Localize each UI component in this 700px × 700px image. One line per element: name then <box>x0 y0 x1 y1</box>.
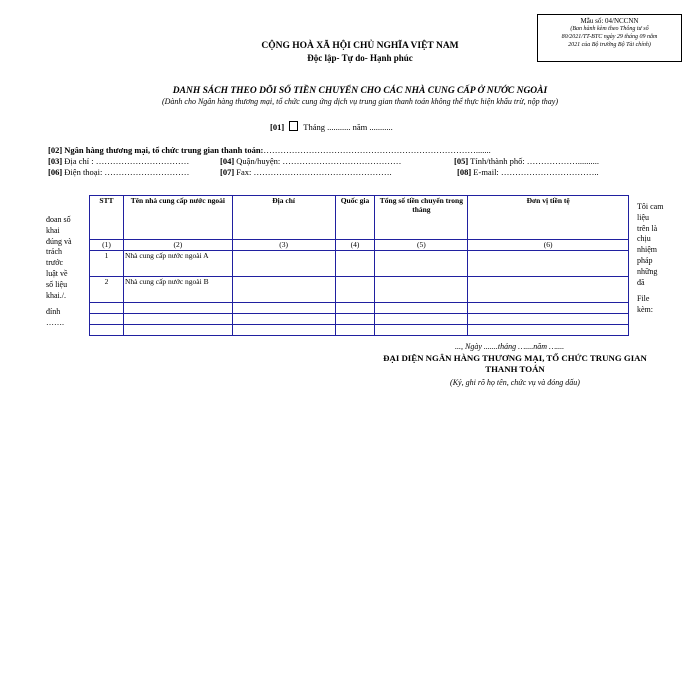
left-text-line: số liệu <box>46 279 68 289</box>
right-text-line: nhiệm <box>637 245 657 255</box>
signature-title: ĐẠI DIỆN NGÂN HÀNG THƯƠNG MẠI, TỔ CHỨC TRUNG GIAN THANH TOÁN <box>383 353 647 374</box>
document-title: DANH SÁCH THEO DÕI SỐ TIỀN CHUYỂN CHO CÁC NHÀ CUNG CẤP Ở NƯỚC NGOÀI <box>172 86 548 96</box>
period-checkbox[interactable] <box>289 121 298 131</box>
header-country: Quốc gia <box>335 196 375 240</box>
district-code: [04] <box>220 156 235 166</box>
row-country[interactable] <box>335 251 375 277</box>
left-text-line: đính <box>46 307 61 317</box>
address-field[interactable] <box>48 156 189 166</box>
row-country[interactable] <box>335 277 375 303</box>
header-currency: Đơn vị tiền tệ <box>468 196 629 240</box>
row-address[interactable] <box>232 251 335 277</box>
right-text-line: File <box>637 294 650 304</box>
header-address: Địa chỉ <box>232 196 335 240</box>
empty-cell[interactable] <box>232 303 335 314</box>
header-stt: STT <box>90 196 124 240</box>
left-text-line: đoan số <box>46 215 71 224</box>
table-header-row <box>90 196 629 240</box>
left-text-line: trước <box>46 258 64 268</box>
col-number: (3) <box>232 240 335 251</box>
province-code: [05] <box>454 156 469 166</box>
col-number: (1) <box>90 240 124 251</box>
empty-cell[interactable] <box>335 303 375 314</box>
right-text-line: chịu <box>637 234 651 244</box>
left-text-line: khai./. <box>46 290 66 300</box>
empty-cell[interactable] <box>232 314 335 325</box>
right-text-line: đã <box>637 277 645 287</box>
table-row <box>90 314 629 325</box>
right-text-line: kèm: <box>637 305 653 315</box>
row-stt: 1 <box>90 251 124 277</box>
district-label: Quận/huyện: …………………………………… <box>234 156 402 166</box>
right-side-text <box>637 202 673 316</box>
col-number: (5) <box>375 240 468 251</box>
form-code-box <box>537 14 682 62</box>
table-row <box>90 325 629 336</box>
bank-dots: …………………………………………………………………....... <box>263 145 491 155</box>
col-number: (4) <box>335 240 375 251</box>
address-label: Địa chỉ : …………………………… <box>62 156 190 166</box>
empty-cell[interactable] <box>335 314 375 325</box>
row-stt: 2 <box>90 277 124 303</box>
form-code-note-1: (Ban hành kèm theo Thông tư số <box>570 26 649 32</box>
empty-cell[interactable] <box>123 303 232 314</box>
empty-cell[interactable] <box>468 303 629 314</box>
header-supplier-name: Tên nhà cung cấp nước ngoài <box>123 196 232 240</box>
signature-note: (Ký, ghi rõ họ tên, chức vụ và đóng dấu) <box>450 378 580 387</box>
empty-cell[interactable] <box>335 325 375 336</box>
phone-label: Điện thoại: ………………………… <box>62 167 190 177</box>
row-supplier-name[interactable]: Nhà cung cấp nước ngoài B <box>123 277 232 303</box>
period-code: [01] <box>270 122 285 132</box>
phone-field[interactable] <box>48 167 189 177</box>
empty-cell[interactable] <box>123 325 232 336</box>
form-code-note-2: 80/2021/TT-BTC ngày 29 tháng 09 năm <box>561 34 658 40</box>
email-code: [08] <box>457 167 472 177</box>
form-code-label: Mẫu số: 04/NCCNN <box>580 17 639 25</box>
table-row <box>90 277 629 303</box>
row-currency[interactable] <box>468 251 629 277</box>
empty-cell[interactable] <box>90 314 124 325</box>
province-field[interactable] <box>454 156 599 166</box>
column-number-row <box>90 240 629 251</box>
bank-field[interactable] <box>48 145 491 155</box>
empty-cell[interactable] <box>468 325 629 336</box>
document-subtitle: (Dành cho Ngân hàng thương mại, tổ chức cung ứng dịch vụ trung gian thanh toán không thể thực hiện khấu trừ, nộp thay) <box>161 97 559 106</box>
left-text-line: trách <box>46 247 62 257</box>
left-text-line: đúng và <box>46 236 72 246</box>
fax-field[interactable] <box>220 167 392 177</box>
row-currency[interactable] <box>468 277 629 303</box>
col-number: (6) <box>468 240 629 251</box>
right-text-line: những <box>637 266 658 276</box>
bank-label: [02] Ngân hàng thương mại, tổ chức trung gian thanh toán: <box>48 145 264 155</box>
table-row <box>90 303 629 314</box>
right-text-line: pháp <box>637 255 653 265</box>
empty-cell[interactable] <box>232 325 335 336</box>
left-text-line: luật về <box>46 268 68 278</box>
period-text: Tháng ........... năm ........... <box>303 122 393 132</box>
left-side-text <box>46 215 84 329</box>
left-text-line: ……. <box>46 318 64 328</box>
nation-heading: CỘNG HOÀ XÃ HỘI CHỦ NGHĨA VIỆT NAM <box>261 41 459 51</box>
row-supplier-name[interactable]: Nhà cung cấp nước ngoài A <box>123 251 232 277</box>
table-row <box>90 251 629 277</box>
fax-label: Fax: …………………………………………. <box>234 167 392 177</box>
left-text-line: khai <box>46 225 60 235</box>
district-field[interactable] <box>220 156 401 166</box>
form-code-note-3: 2021 của Bộ trưởng Bộ Tài chính) <box>568 42 651 48</box>
row-address[interactable] <box>232 277 335 303</box>
empty-cell[interactable] <box>375 314 468 325</box>
right-text-line: liệu <box>637 212 649 222</box>
empty-cell[interactable] <box>375 303 468 314</box>
address-code: [03] <box>48 156 63 166</box>
empty-cell[interactable] <box>90 303 124 314</box>
empty-cell[interactable] <box>375 325 468 336</box>
period-line <box>270 121 393 132</box>
signature-date: ..., Ngày .......tháng …....năm ….... <box>455 342 565 351</box>
right-text-line: Tôi cam <box>637 202 664 211</box>
col-number: (2) <box>123 240 232 251</box>
empty-cell[interactable] <box>468 314 629 325</box>
supplier-table <box>89 195 629 336</box>
empty-cell[interactable] <box>123 314 232 325</box>
phone-code: [06] <box>48 167 63 177</box>
header-total-amount: Tổng số tiền chuyển trong tháng <box>375 196 468 240</box>
province-label: Tỉnh/thành phố: ……………….......... <box>468 156 600 166</box>
email-label: E-mail: …………………………….. <box>471 167 599 177</box>
row-amount[interactable] <box>375 277 468 303</box>
email-field[interactable] <box>457 167 599 177</box>
empty-cell[interactable] <box>90 325 124 336</box>
fax-code: [07] <box>220 167 235 177</box>
row-amount[interactable] <box>375 251 468 277</box>
right-text-line: trên là <box>637 223 658 233</box>
motto: Độc lập- Tự do- Hạnh phúc <box>307 53 413 63</box>
